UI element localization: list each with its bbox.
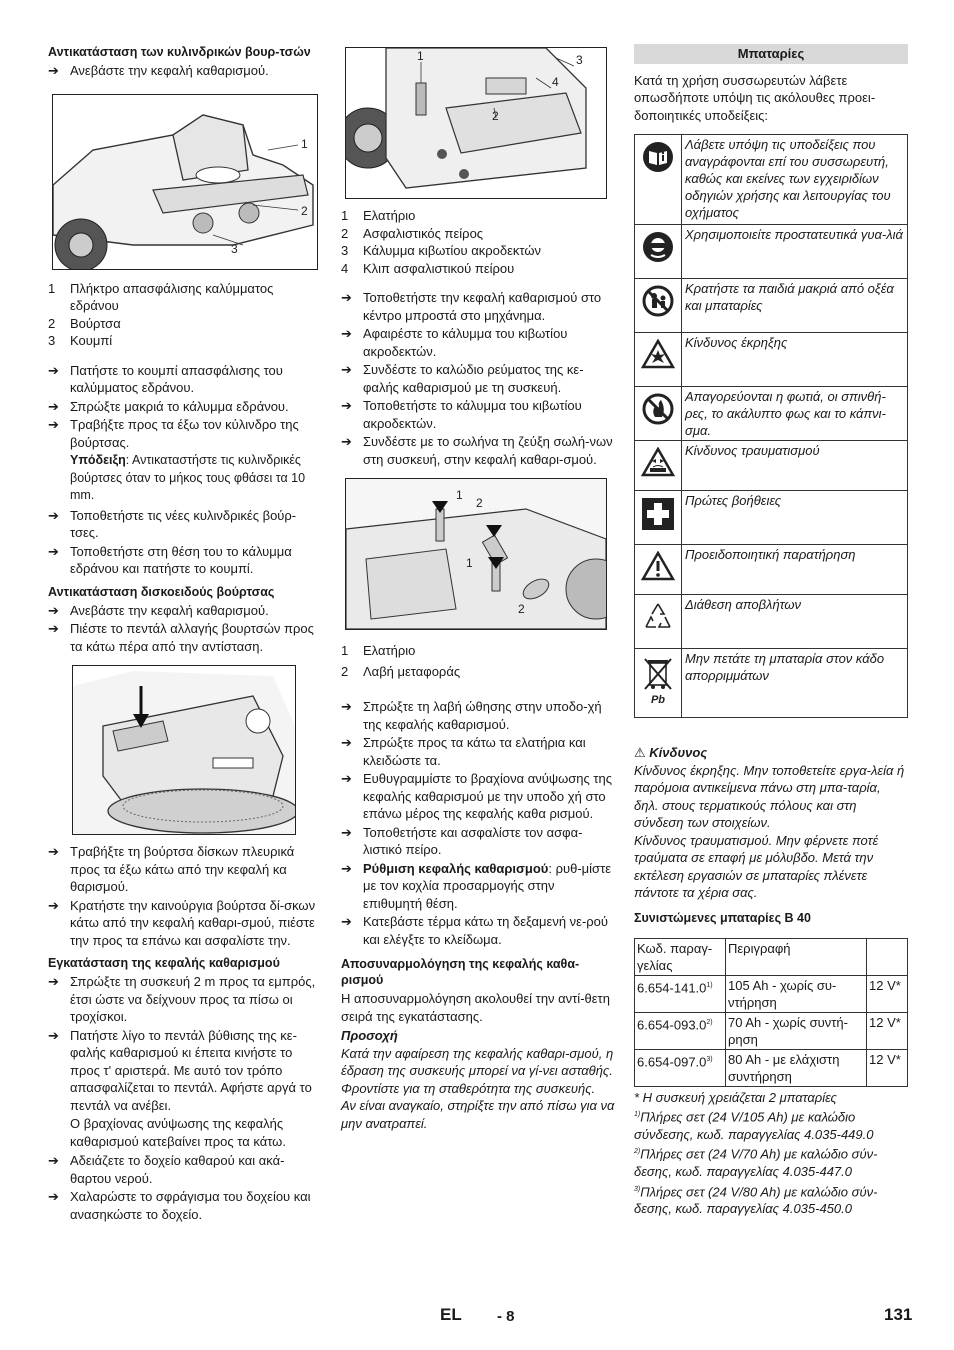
table-row: Χρησιμοποιείτε προστατευτικά γυα-λιά — [635, 225, 908, 279]
arrow-icon: ➔ — [341, 860, 352, 876]
caution-text-2: Αν είναι αναγκαίο, στηρίξτε την από πίσω για να μην ανατραπεί. — [341, 1098, 615, 1131]
first-aid-icon — [641, 497, 675, 531]
step-item: ➔ Κρατήστε την καινούργια βούρτσα δί-σκων κάτω από την κεφαλή καθαρι-σμού, πιέστε την προς τα επάνω και ασφαλίστε την. — [48, 897, 316, 948]
keep-children-away-icon — [642, 285, 674, 317]
figure-springs-handle — [345, 478, 607, 630]
step-item: ➔ Αφαιρέστε το κάλυμμα του κιβωτίου ακροδεκτών. — [341, 326, 568, 359]
arrow-icon: ➔ — [48, 417, 59, 432]
heading-batteries: Μπαταρίες — [634, 44, 908, 64]
arrow-icon: ➔ — [48, 1189, 59, 1204]
arrow-icon: ➔ — [48, 602, 59, 618]
fig4-label-1b: 1 — [466, 556, 473, 570]
arrow-icon: ➔ — [48, 621, 59, 636]
goggles-icon — [642, 231, 674, 263]
pb-label: Pb — [650, 694, 666, 706]
step-item: ➔ Τοποθετήστε στη θέση του το κάλυμμα εδράνου και πατήστε το κουμπί. — [48, 543, 292, 576]
fig4-label-2: 2 — [476, 496, 483, 510]
caution-text-1: Κατά την αφαίρεση της κεφαλής καθαρι-σμού, η έδραση της συσκευής μπορεί να γί-νει ασταθής. Φροντίστε για τη σταθερότητα της συσκευής. — [341, 1045, 614, 1096]
table-row: Απαγορεύονται η φωτιά, οι σπινθή-ρες, το ακάλυπτο φως και το κάπνι-σμα. — [635, 387, 908, 441]
step-item: ➔ Αδειάζετε το δοχείο καθαρού και ακά-θαρτου νερού. — [48, 1153, 285, 1186]
fig4-label-1: 1 — [456, 488, 463, 502]
heading-install-head: Εγκατάσταση της κεφαλής καθαρισμού — [48, 956, 280, 970]
legend-item: 3 Κουμπί — [48, 333, 113, 348]
arrow-icon: ➔ — [48, 63, 59, 78]
fig1-label-3: 3 — [231, 241, 238, 256]
note-lift-arm: Ο βραχίονας ανύψωσης της κεφαλής καθαρισμού κατεβαίνει προς τα κάτω. — [70, 1116, 286, 1149]
legend-item: 1 Ελατήριο — [341, 208, 416, 223]
arrow-icon: ➔ — [48, 1153, 59, 1168]
danger-text-2: Κίνδυνος τραυματισμού. Μην φέρνετε ποτέ τραύματα σε επαφή με μόλυβδο. Μετά την εκτέλεση εργασιών σε μπαταρίες πλένετε πάντοτε τα χέρια σας. — [634, 832, 879, 900]
table-row: 6.654-141.0$^{1)}$ 105 Ah - χωρίς συ-ντήρηση 12 V* — [635, 975, 908, 1012]
footnote-item: $^{1)}$Πλήρες σετ (24 V/105 Ah) με καλώδιο σύνδεσης, κωδ. παραγγελίας 4.035-449.0 — [634, 1109, 874, 1142]
batteries-intro: Κατά τη χρήση συσσωρευτών λάβετε οπωσδήποτε υπόψη τις ακόλουθες προει-δοποιητικές υποδείξεις: — [634, 72, 876, 123]
table-row: Κρατήστε τα παιδιά μακριά από οξέα και μπαταρίες — [635, 279, 908, 333]
remove-text: Η αποσυναρμολόγηση ακολουθεί την αντί-θετη σειρά της εγκατάστασης. — [341, 991, 610, 1024]
column-right — [634, 44, 908, 1218]
arrow-icon: ➔ — [341, 771, 352, 786]
legend-item: 3 Κάλυμμα κιβωτίου ακροδεκτών — [341, 243, 542, 258]
battery-warnings-table — [634, 134, 908, 718]
table-row: Διάθεση αποβλήτων — [635, 595, 908, 649]
legend-item: 4 Κλιπ ασφαλιστικού πείρου — [341, 260, 515, 276]
heading-remove-head: Αποσυναρμολόγηση της κεφαλής καθα-ρισμού — [341, 957, 580, 987]
danger-title: ⚠ Κίνδυνος — [634, 745, 708, 760]
step-item: ➔ Σπρώξτε τη συσκευή 2 m προς τα εμπρός, έτσι ώστε να δείχνουν προς τα πίσω οι τροχίσκοι. — [48, 974, 316, 1024]
table-row: 6.654-093.0$^{2)}$ 70 Ah - χωρίς συντή-ρηση 12 V* — [635, 1012, 908, 1049]
column-middle — [341, 47, 615, 1132]
figure-terminal-box — [345, 47, 607, 199]
step-item: ➔ Συνδέστε το καλώδιο ρεύματος της κε-φαλής καθαρισμού με τη συσκευή. — [341, 362, 584, 395]
step-item: ➔ Τοποθετήστε τις νέες κυλινδρικές βούρ-τσες. — [48, 507, 297, 540]
step-item: ➔ Ευθυγραμμίστε το βραχίονα ανύψωσης της κεφαλής καθαρισμού με την υποδο χή στο επάνω μέρος της κεφαλής καθα ρισμού. — [341, 771, 613, 821]
arrow-icon: ➔ — [48, 398, 59, 414]
footnote-star: * Η συσκευή χρειάζεται 2 μπαταρίες — [634, 1089, 837, 1105]
fig4-label-2b: 2 — [518, 602, 525, 616]
step-item: ➔ Πατήστε λίγο το πεντάλ βύθισης της κε-φαλής καθαρισμού κι έπειτα κινήστε το προς τ' αριστερά. Με αυτό τον τρόπο απασφαλίζεται το πεντάλ. Αφήστε αργά το πεντάλ να ανέβει. — [48, 1027, 312, 1113]
step-raise-head: ➔ Ανεβάστε την κεφαλή καθαρισμού. — [48, 63, 269, 78]
danger-block — [634, 744, 908, 902]
caution-title: Προσοχή — [341, 1028, 398, 1043]
arrow-icon: ➔ — [341, 699, 352, 714]
legend-item: 2 Λαβή μεταφοράς — [341, 663, 461, 679]
fig1-label-2: 2 — [301, 203, 308, 218]
arrow-icon: ➔ — [341, 735, 352, 750]
crossed-bin-icon — [641, 655, 675, 707]
step-adjust-head: ➔ Ρύθμιση κεφαλής καθαρισμού: ρυθ-μίστε με τον κοχλία προσαρμογής στην επιθυμητή θέση. — [341, 860, 611, 911]
arrow-icon: ➔ — [48, 543, 59, 559]
arrow-icon: ➔ — [48, 1027, 59, 1043]
arrow-icon: ➔ — [341, 290, 352, 305]
step-item: ➔ Πατήστε το κουμπί απασφάλισης του καλύμματος εδράνου. — [48, 362, 283, 395]
legend-roller — [48, 280, 320, 350]
step-item: ➔ Χαλαρώστε το σφράγισμα του δοχείου και ανασηκώστε το δοχείο. — [48, 1189, 311, 1222]
heading-roller-brush: Αντικατάσταση των κυλινδρικών βουρ-τσών — [48, 45, 311, 59]
table-row: Κίνδυνος έκρηξης — [635, 333, 908, 387]
legend-terminal — [341, 207, 615, 277]
step-item: ➔ Κατεβάστε τέρμα κάτω τη δεξαμενή νε-ρού και ελέγξτε το κλείδωμα. — [341, 914, 609, 947]
note-roller-length: Υπόδειξη: Αντικαταστήστε τις κυλινδρικές βούρτσες όταν το μήκος τους φθάσει τα 10 mm. — [70, 453, 306, 502]
arrow-icon: ➔ — [48, 362, 59, 378]
arrow-icon: ➔ — [341, 434, 352, 449]
arrow-icon: ➔ — [341, 362, 352, 377]
danger-text-1: Κίνδυνος έκρηξης. Μην τοποθετείτε εργα-λεία ή παρόμοια αντικείμενα πάνω στη μπα-ταρία, δηλ. στους τερματικούς πόλους και στη σύνδεση των στοιχείων. — [634, 762, 905, 830]
legend-item: 1 Πλήκτρο απασφάλισης καλύμματος εδράνου — [48, 280, 274, 313]
footnote-item: $^{3)}$Πλήρες σετ (24 V/80 Ah) με καλώδιο σύν-δεσης, κωδ. παραγγελίας 4.035-450.0 — [634, 1183, 878, 1217]
table-row: Κίνδυνος τραυματισμού — [635, 441, 908, 491]
legend-item: 2 Βούρτσα — [48, 315, 121, 331]
arrow-icon: ➔ — [48, 507, 59, 523]
step-item: ➔ Τοποθετήστε και ασφαλίστε τον ασφα-λιστικό πείρο. — [341, 824, 583, 857]
step-item: ➔ Πιέστε το πεντάλ αλλαγής βουρτσών προς τα κάτω πέρα από την αντίσταση. — [48, 621, 314, 654]
table-row: Πρώτες βοήθειες — [635, 491, 908, 545]
footer-page-number: 131 — [884, 1305, 913, 1324]
no-fire-icon — [642, 393, 674, 425]
fig3-label-2: 2 — [492, 109, 499, 123]
step-item: ➔ Σπρώξτε προς τα κάτω τα ελατήρια και κλειδώστε τα. — [341, 735, 586, 768]
legend-item: 1 Ελατήριο — [341, 643, 416, 658]
table-row: Pb Μην πετάτε τη μπαταρία στον κάδο απορριμμάτων — [635, 649, 908, 718]
warning-triangle-icon: ⚠ — [634, 745, 646, 760]
recommended-batteries-table — [634, 938, 908, 1087]
explosion-icon — [641, 339, 675, 369]
manual-icon — [642, 141, 674, 173]
step-item: ➔ Σπρώξτε τη λαβή ώθησης στην υποδο-χή της κεφαλής καθαρισμού. — [341, 699, 602, 732]
step-item: ➔ Συνδέστε με το σωλήνα τη ζεύξη σωλή-νων στη συσκευή, στην κεφαλή καθαρι-σμού. — [341, 434, 613, 467]
arrow-icon: ➔ — [341, 824, 352, 840]
step-item: ➔ Τραβήξτε προς τα έξω τον κύλινδρο της βούρτσας. — [48, 417, 299, 450]
table-row: 6.654-097.0$^{3)}$ 80 Ah - με ελάχιστη συντήρηση 12 V* — [635, 1049, 908, 1086]
table-row: Λάβετε υπόψη τις υποδείξεις που αναγράφονται επί του συσσωρευτή, καθώς και εκείνες των εγχειριδίων οδηγιών χρήσης και λειτουργίας του οχήματος — [635, 135, 908, 225]
column-left — [48, 44, 320, 1224]
table-header-row: Κωδ. παραγ-γελίας Περιγραφή — [635, 938, 908, 975]
arrow-icon: ➔ — [48, 974, 59, 989]
step-item: ➔ Σπρώξτε μακριά το κάλυμμα εδράνου. — [48, 398, 289, 414]
figure-roller-brush — [52, 94, 318, 270]
recycling-icon — [641, 601, 675, 633]
corrosive-icon — [641, 447, 675, 477]
legend-springs — [341, 642, 615, 680]
arrow-icon: ➔ — [48, 844, 59, 859]
footnote-item: $^{2)}$Πλήρες σετ (24 V/70 Ah) με καλώδιο σύν-δεσης, κωδ. παραγγελίας 4.035-447.0 — [634, 1146, 878, 1180]
fig3-label-4: 4 — [552, 75, 559, 89]
warning-triangle-icon — [641, 551, 675, 581]
arrow-icon: ➔ — [341, 398, 352, 413]
figure-disc-brush — [72, 665, 296, 835]
legend-item: 2 Ασφαλιστικός πείρος — [341, 225, 484, 241]
heading-disc-brush: Αντικατάσταση δισκοειδούς βούρτσας — [48, 584, 275, 599]
step-item: ➔ Τοποθετήστε την κεφαλή καθαρισμού στο κέντρο μπροστά στο μηχάνημα. — [341, 290, 602, 323]
fig3-label-1: 1 — [417, 49, 424, 63]
arrow-icon: ➔ — [341, 326, 352, 341]
step-item: ➔ Τοποθετήστε το κάλυμμα του κιβωτίου ακροδεκτών. — [341, 398, 582, 431]
step-item: ➔ Τραβήξτε τη βούρτσα δίσκων πλευρικά προς τα έξω κάτω από την κεφαλή κα θαρισμού. — [48, 844, 295, 894]
table-row: Προειδοποιητική παρατήρηση — [635, 545, 908, 595]
arrow-icon: ➔ — [341, 914, 352, 929]
footer-language: EL — [440, 1305, 462, 1324]
fig3-label-3: 3 — [576, 53, 583, 67]
step-item: ➔ Ανεβάστε την κεφαλή καθαρισμού. — [48, 602, 269, 618]
arrow-icon: ➔ — [48, 897, 59, 913]
fig1-label-1: 1 — [301, 136, 308, 151]
footer-local-page: - 8 — [497, 1308, 515, 1325]
heading-recommended-batteries: Συνιστώμενες μπαταρίες B 40 — [634, 910, 811, 925]
